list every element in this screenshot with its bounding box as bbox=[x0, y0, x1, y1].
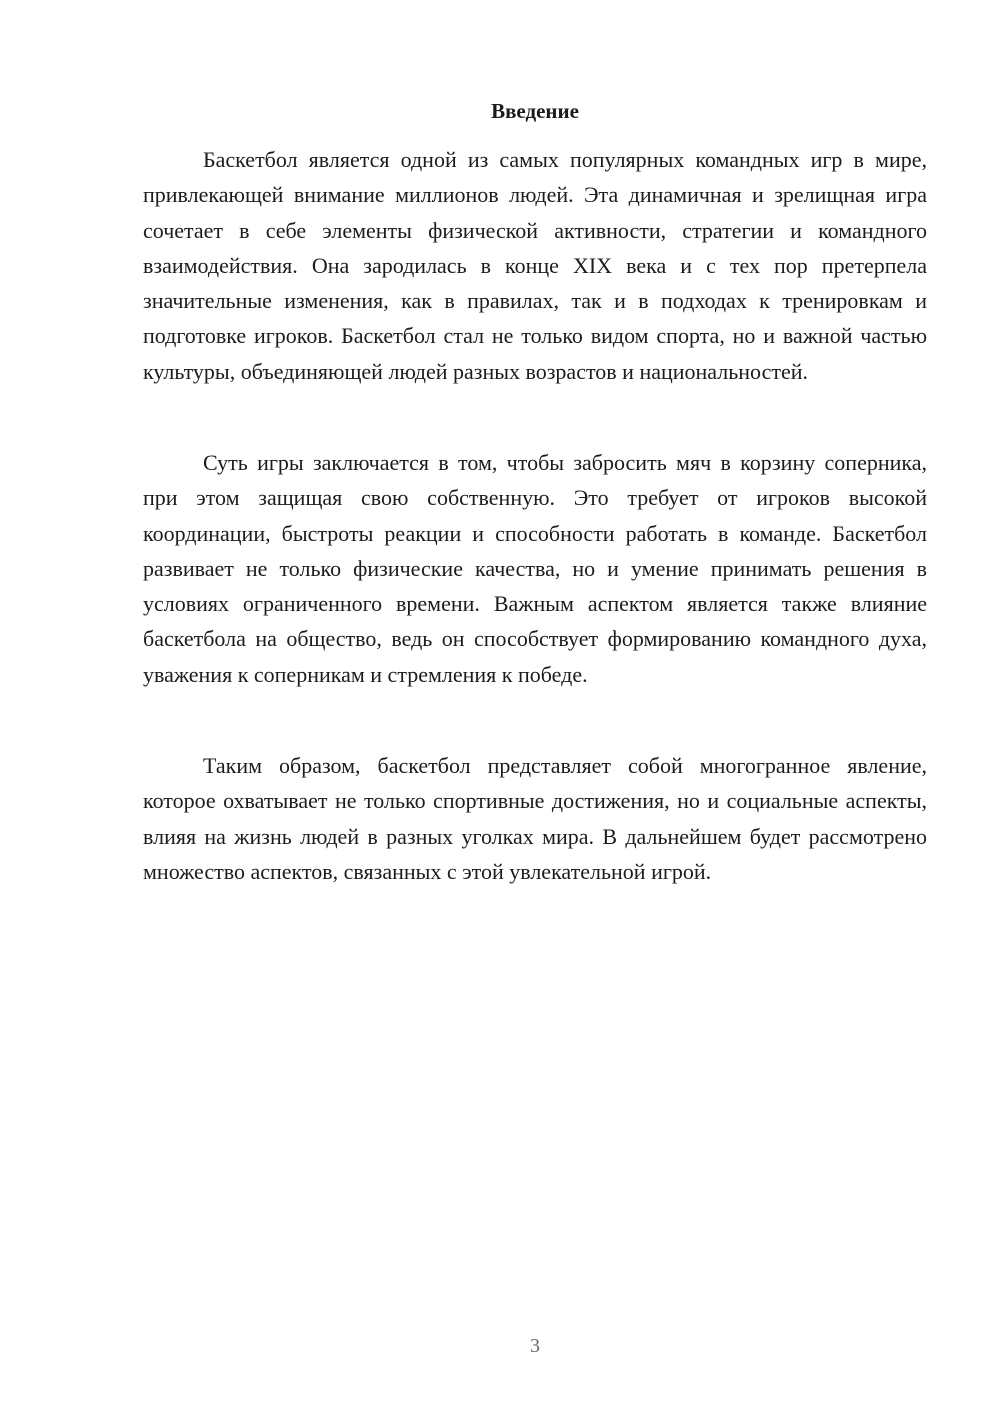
section-title: Введение bbox=[491, 99, 579, 123]
paragraph-1: Баскетбол является одной из самых популярных командных игр в мире, привлекающей внимание миллионов людей. Эта динамичная и зрелищная игра сочетает в себе элементы физической активности, стратегии и командного взаимодействия. Она зародилась в конце XIX века и с тех пор претерпела значительные изменения, как в правилах, так и в подходах к тренировкам и подготовке игроков. Баскетбол стал не только видом спорта, но и важной частью культуры, объединяющей людей разных возрастов и национальностей. bbox=[143, 147, 927, 384]
paragraph-3: Таким образом, баскетбол представляет собой многогранное явление, которое охватывает не только спортивные достижения, но и социальные аспекты, влияя на жизнь людей в разных уголках мира. В дальнейшем будет рассмотрено множество аспектов, связанных с этой увлекательной игрой. bbox=[143, 753, 927, 884]
page-number: 3 bbox=[530, 1335, 540, 1357]
paragraph-2: Суть игры заключается в том, чтобы забросить мяч в корзину соперника, при этом защищая свою собственную. Это требует от игроков высокой координации, быстроты реакции и способности работать в команде. Баскетбол развивает не только физические качества, но и умение принимать решения в условиях ограниченного времени. Важным аспектом является также влияние баскетбола на общество, ведь он способствует формированию командного духа, уважения к соперникам и стремления к победе. bbox=[143, 450, 927, 687]
